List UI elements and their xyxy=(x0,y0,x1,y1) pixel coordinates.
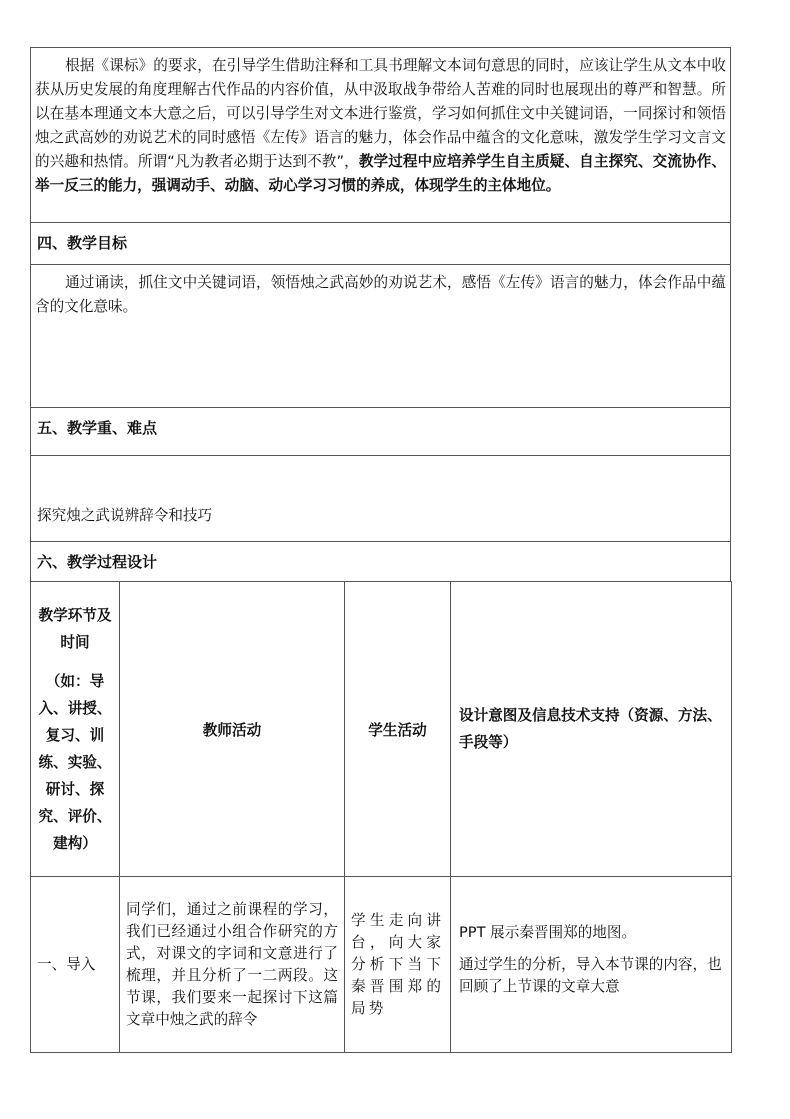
goals-paragraph xyxy=(30,264,731,407)
header-stage-main: 教学环节及时间 xyxy=(38,606,112,651)
lesson-plan-sheet xyxy=(30,47,731,1053)
header-stage-sub: （如：导入、讲授、复习、训练、实验、研讨、探究、评价、建构） xyxy=(38,672,112,852)
row-teacher-activity: 同学们，通过之前课程的学习，我们已经通过小组合作研究的方式，对课文的字词和文意进行了梳理，并且分析了一二两段。这节课，我们要来一起探讨下这篇文章中烛之武的辞令 xyxy=(120,877,345,1053)
row-design xyxy=(451,877,732,1053)
intro-bold-text: 教学过程中应培养学生自主质疑、自主探究、交流协作、举一反三的能力，强调动手、动脑、动心学习习惯的养成，体现学生的主体地位。 xyxy=(35,153,726,194)
row-student-activity: 学生走向讲台，向大家分析下当下秦晋围郑的局势 xyxy=(345,877,451,1053)
process-table-header xyxy=(31,582,732,877)
intro-normal-text: 根据《课标》的要求，在引导学生借助注释和工具书理解文本词句意思的同时，应该让学生从文本中收获从历史发展的角度理解古代作品的内容价值，从中汲取战争带给人苦难的同时也展现出的尊严和智慧。所以在基本理通文本大意之后，可以引导学生对文本进行鉴赏，学习如何抓住文中关键词语，一同探讨和领悟烛之武高妙的劝说艺术的同时感悟《左传》语言的魅力，体会作品中蕴含的文化意味，激发学生学习文言文的兴趣和热情。所谓“凡为教者必期于达到不教”， xyxy=(35,57,726,170)
focus-cell xyxy=(30,455,731,541)
focus-text: 探究烛之武说辨辞令和技巧 xyxy=(37,507,213,524)
section-title-goals: 四、教学目标 xyxy=(30,222,731,264)
row-design-line-1: PPT 展示秦晋围郑的地图。 xyxy=(459,923,637,941)
intro-paragraph xyxy=(30,47,731,222)
header-student: 学生活动 xyxy=(345,582,451,877)
goals-text: 通过诵读，抓住文中关键词语，领悟烛之武高妙的劝说艺术，感悟《左传》语言的魅力，体会作品中蕴含的文化意味。 xyxy=(35,274,726,315)
row-design-line-2: 通过学生的分析，导入本节课的内容，也回顾了上节课的文章大意 xyxy=(459,955,722,995)
table-row xyxy=(31,877,732,1053)
section-title-process: 六、教学过程设计 xyxy=(30,541,731,581)
header-teacher: 教师活动 xyxy=(120,582,345,877)
header-stage xyxy=(31,582,120,877)
process-table xyxy=(30,581,732,1053)
section-title-focus: 五、教学重、难点 xyxy=(30,407,731,455)
header-design: 设计意图及信息技术支持（资源、方法、手段等） xyxy=(451,582,732,877)
row-stage: 一、导入 xyxy=(31,877,120,1053)
